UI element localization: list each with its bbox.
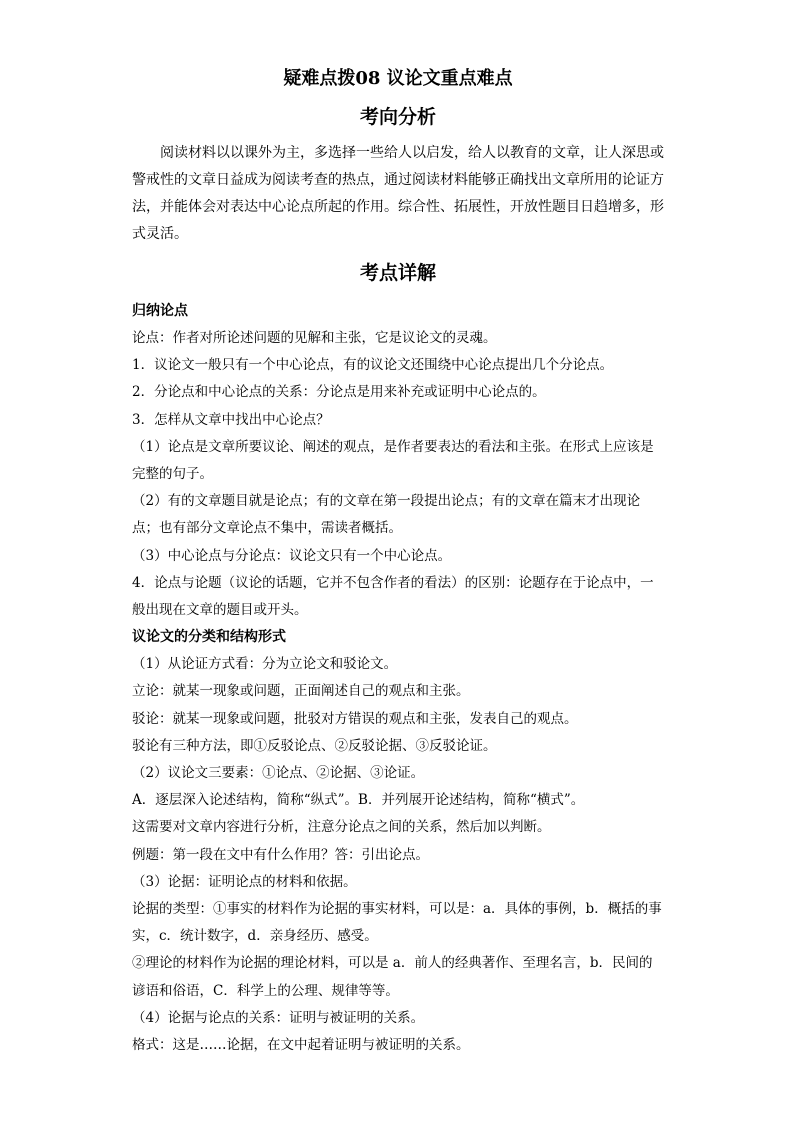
text-line: （2）有的文章题目就是论点；有的文章在第一段提出论点；有的文章在篇末才出现论点；也有部分文章论点不集中，需读者概括。 (132, 493, 641, 537)
text-line: 1．议论文一般只有一个中心论点，有的议论文还围绕中心论点提出几个分论点。 (132, 357, 614, 374)
text-line: 3．怎样从文章中找出中心论点？ (132, 411, 330, 428)
analysis-paragraph: 阅读材料以以课外为主，多选择一些给人以启发，给人以教育的文章，让人深思或警戒性的文章日益成为阅读考查的热点，通过阅读材料能够正确找出文章所用的论证方法，并能体会对表达中心论点所起的作用。综合性、拓展性，开放性题目日趋增多，形式灵活。 (132, 145, 664, 242)
text-line: 4．论点与论题（议论的话题，它并不包含作者的看法）的区别：论题存在于论点中，一般出现在文章的题目或开头。 (132, 574, 654, 619)
section-heading-detail: 考点详解 (359, 262, 436, 284)
text-line: 例题：第一段在文中有什么作用？答：引出论点。 (132, 846, 429, 863)
text-line: 格式：这是……论据，在文中起着证明与被证明的关系。 (132, 1037, 470, 1054)
text-line: 2．分论点和中心论点的关系：分论点是用来补充或证明中心论点的。 (132, 384, 546, 401)
text-line: 论据的类型：①事实的材料作为论据的事实材料，可以是：a．具体的事例，b．概括的事实，c．统计数字，d．亲身经历、感受。 (132, 901, 662, 945)
section-heading-analysis: 考向分析 (359, 106, 436, 128)
text-line: （1）从论证方式看：分为立论文和驳论文。 (132, 656, 398, 673)
document-title: 疑难点拨08 议论文重点难点 (283, 68, 513, 89)
subheading-classification-structure: 议论文的分类和结构形式 (132, 629, 286, 646)
text-line: 立论：就某一现象或问题，正面阐述自己的观点和主张。 (132, 683, 470, 700)
text-line: A．逐层深入论述结构，简称“纵式”。B．并列展开论述结构，简称“横式”。 (132, 792, 585, 809)
document-page (132, 66, 664, 1059)
text-line: 这需要对文章内容进行分析，注意分论点之间的关系，然后加以判断。 (132, 819, 551, 836)
text-line: ②理论的材料作为论据的理论材料，可以是 a．前人的经典著作、至理名言，b．民间的谚语和俗语，C．科学上的公理、规律等等。 (132, 955, 653, 999)
text-line: （1）论点是文章所要议论、阐述的观点，是作者要表达的看法和主张。在形式上应该是完整的句子。 (132, 438, 654, 483)
text-line: （2）议论文三要素：①论点、②论据、③论证。 (132, 765, 425, 782)
text-line: （3）中心论点与分论点：议论文只有一个中心论点。 (132, 547, 452, 564)
text-line: 论点：作者对所论述问题的见解和主张，它是议论文的灵魂。 (132, 330, 497, 346)
text-line: （3）论据：证明论点的材料和依据。 (132, 873, 357, 890)
text-line: （4）论据与论点的关系：证明与被证明的关系。 (132, 1009, 425, 1026)
text-line: 驳论有三种方法，即①反驳论点、②反驳论据、③反驳论证。 (132, 737, 497, 754)
text-line: 驳论：就某一现象或问题，批驳对方错误的观点和主张，发表自己的观点。 (132, 710, 578, 727)
subheading-summarize-thesis: 归纳论点 (132, 303, 188, 319)
